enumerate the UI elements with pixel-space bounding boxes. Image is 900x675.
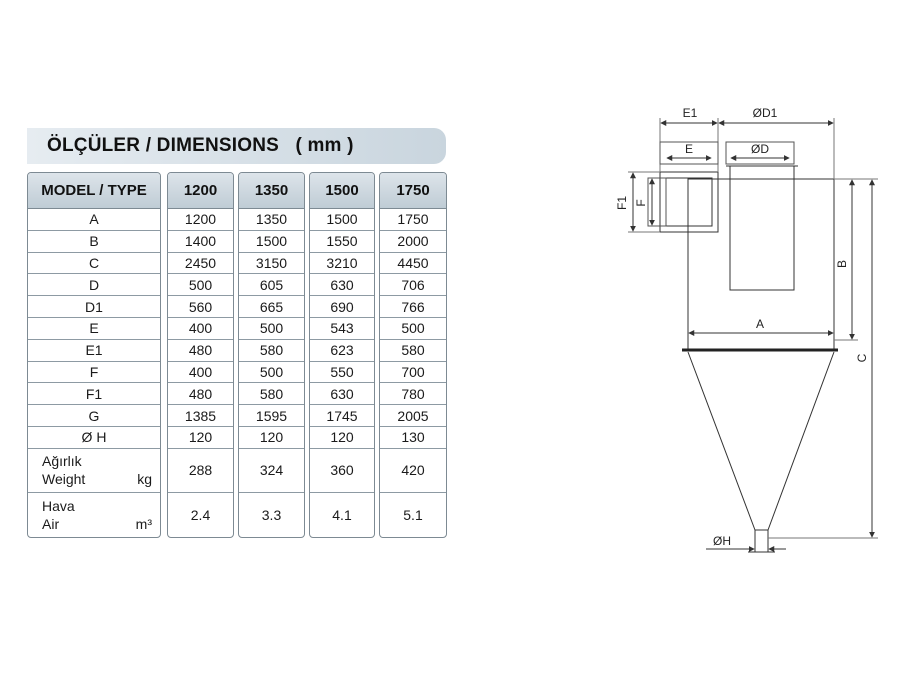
air-cell: 4.1 [332, 506, 352, 523]
table-cell: 766 [380, 296, 446, 318]
table-cell: 580 [380, 340, 446, 362]
table-cell: 623 [310, 340, 374, 362]
table-cell: 500 [239, 318, 304, 340]
weight-cell: 324 [239, 449, 304, 493]
row-label: F1 [28, 383, 160, 405]
table-cell: 1750 [380, 209, 446, 231]
label-C: C [855, 353, 869, 363]
table-cell: 560 [168, 296, 233, 318]
table-cell: 480 [168, 340, 233, 362]
table-cell: 2005 [380, 405, 446, 427]
weight-cell: 420 [380, 449, 446, 493]
bottom-outlet [755, 530, 768, 552]
table-cell: 500 [168, 274, 233, 296]
label-E1: E1 [682, 106, 698, 120]
table-cell: 580 [239, 340, 304, 362]
weight-label-en: Weight [42, 471, 86, 488]
table-cell: 480 [168, 383, 233, 405]
label-OD: ØD [751, 142, 769, 156]
label-F: F [634, 199, 648, 207]
label-A: A [755, 317, 765, 331]
table-cell: 130 [380, 427, 446, 449]
table-cell: 690 [310, 296, 374, 318]
table-cell: 120 [168, 427, 233, 449]
table-cell: 500 [380, 318, 446, 340]
table-cell: 400 [168, 362, 233, 384]
table-cell: 1550 [310, 231, 374, 253]
table-cell: 120 [239, 427, 304, 449]
table-cell: 120 [310, 427, 374, 449]
row-label: D [28, 274, 160, 296]
table-cell: 4450 [380, 253, 446, 275]
row-label: B [28, 231, 160, 253]
inlet-inner [666, 178, 712, 226]
row-label: F [28, 362, 160, 384]
cone-body [688, 352, 834, 530]
table-cell: 1200 [168, 209, 233, 231]
row-label: Ø H [28, 427, 160, 449]
air-cell: 5.1 [403, 506, 423, 523]
label-F1: F1 [615, 195, 629, 211]
model-header: 1200 [168, 173, 233, 209]
row-label: C [28, 253, 160, 275]
table-cell: 780 [380, 383, 446, 405]
table-cell: 2450 [168, 253, 233, 275]
air-label-en: Air [42, 515, 60, 532]
inlet-outer [660, 172, 718, 232]
row-label: E [28, 318, 160, 340]
table-cell: 706 [380, 274, 446, 296]
table-cell: 1400 [168, 231, 233, 253]
table-cell: 550 [310, 362, 374, 384]
weight-unit: kg [137, 471, 152, 488]
table-cell: 2000 [380, 231, 446, 253]
air-unit: m³ [135, 515, 152, 532]
weight-label-tr: Ağırlık [42, 453, 82, 470]
table-cell: 3210 [310, 253, 374, 275]
row-label: D1 [28, 296, 160, 318]
table-cell: 1595 [239, 405, 304, 427]
label-OD1: ØD1 [752, 106, 778, 120]
table-cell: 630 [310, 274, 374, 296]
table-cell: 3150 [239, 253, 304, 275]
model-header: 1350 [239, 173, 304, 209]
model-header: 1500 [310, 173, 374, 209]
weight-cell: 288 [168, 449, 233, 493]
table-cell: 580 [239, 383, 304, 405]
table-cell: 1350 [239, 209, 304, 231]
table-cell: 1500 [239, 231, 304, 253]
air-label-tr: Hava [42, 497, 75, 514]
air-cell: 2.4 [190, 506, 211, 523]
table-cell: 665 [239, 296, 304, 318]
table-cell: 1385 [168, 405, 233, 427]
air-cell: 3.3 [261, 506, 282, 523]
table-cell: 630 [310, 383, 374, 405]
outlet-pipe [730, 166, 794, 290]
table-cell: 500 [239, 362, 304, 384]
model-header: 1750 [380, 173, 446, 209]
weight-cell: 360 [310, 449, 374, 493]
model-type-header: MODEL / TYPE [28, 173, 160, 209]
table-cell: 605 [239, 274, 304, 296]
table-cell: 400 [168, 318, 233, 340]
table-cell: 1745 [310, 405, 374, 427]
label-B: B [835, 259, 849, 269]
table-title: ÖLÇÜLER / DIMENSIONS ( mm ) [47, 135, 354, 156]
table-cell: 700 [380, 362, 446, 384]
row-label: G [28, 405, 160, 427]
row-label: E1 [28, 340, 160, 362]
label-OH: ØH [713, 534, 731, 548]
row-label: A [28, 209, 160, 231]
table-cell: 543 [310, 318, 374, 340]
table-cell: 1500 [310, 209, 374, 231]
label-E: E [684, 142, 694, 156]
